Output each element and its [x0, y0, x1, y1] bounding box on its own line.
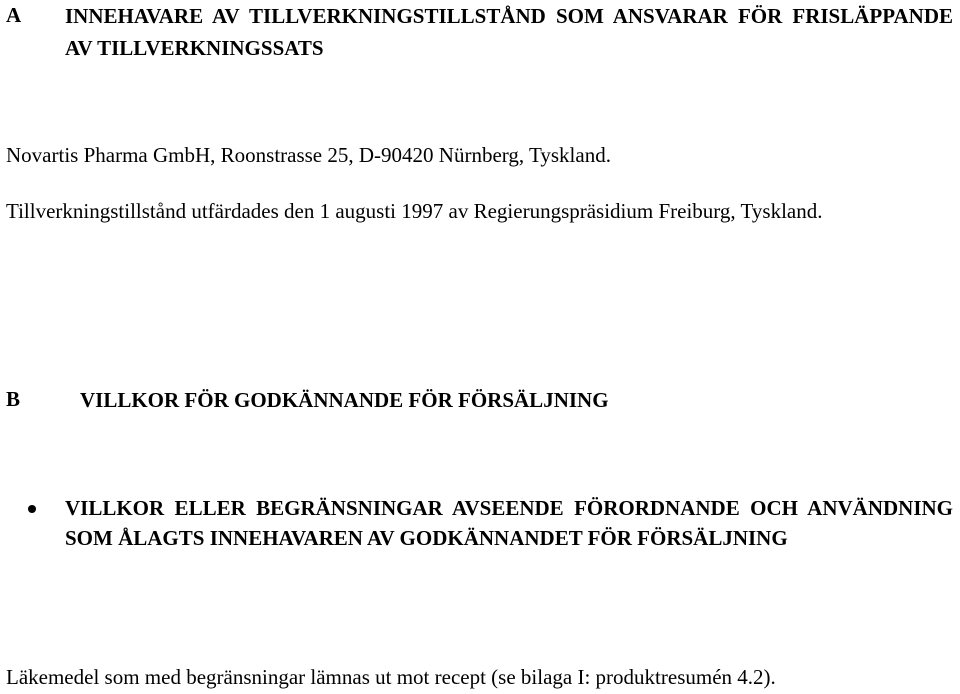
manufacturer-address: Novartis Pharma GmbH, Roonstrasse 25, D-90420 Nürnberg, Tyskland.: [6, 143, 611, 167]
section-a-letter: A: [6, 3, 22, 27]
bullet-marker: [28, 505, 36, 513]
section-a-title: INNEHAVARE AV TILLVERKNINGSTILLSTÅND SOM ANSVARAR FÖR FRISLÄPPANDE AV TILLVERKNINGSSATS: [65, 4, 953, 60]
section-b-title: VILLKOR FÖR GODKÄNNANDE FÖR FÖRSÄLJNING: [80, 388, 609, 412]
section-b-letter: B: [6, 387, 21, 411]
manufacturing-authorisation: Tillverkningstillstånd utfärdades den 1 augusti 1997 av Regierungspräsidium Freiburg, Tyskland.: [6, 199, 823, 223]
prescription-restriction: Läkemedel som med begränsningar lämnas ut mot recept (se bilaga I: produktresumén 4.2).: [6, 665, 776, 689]
conditions-heading: VILLKOR ELLER BEGRÄNSNINGAR AVSEENDE FÖRORDNANDE OCH ANVÄNDNING SOM ÅLAGTS INNEHAVAREN AV GODKÄNNANDET FÖR FÖRSÄLJNING: [65, 496, 953, 550]
